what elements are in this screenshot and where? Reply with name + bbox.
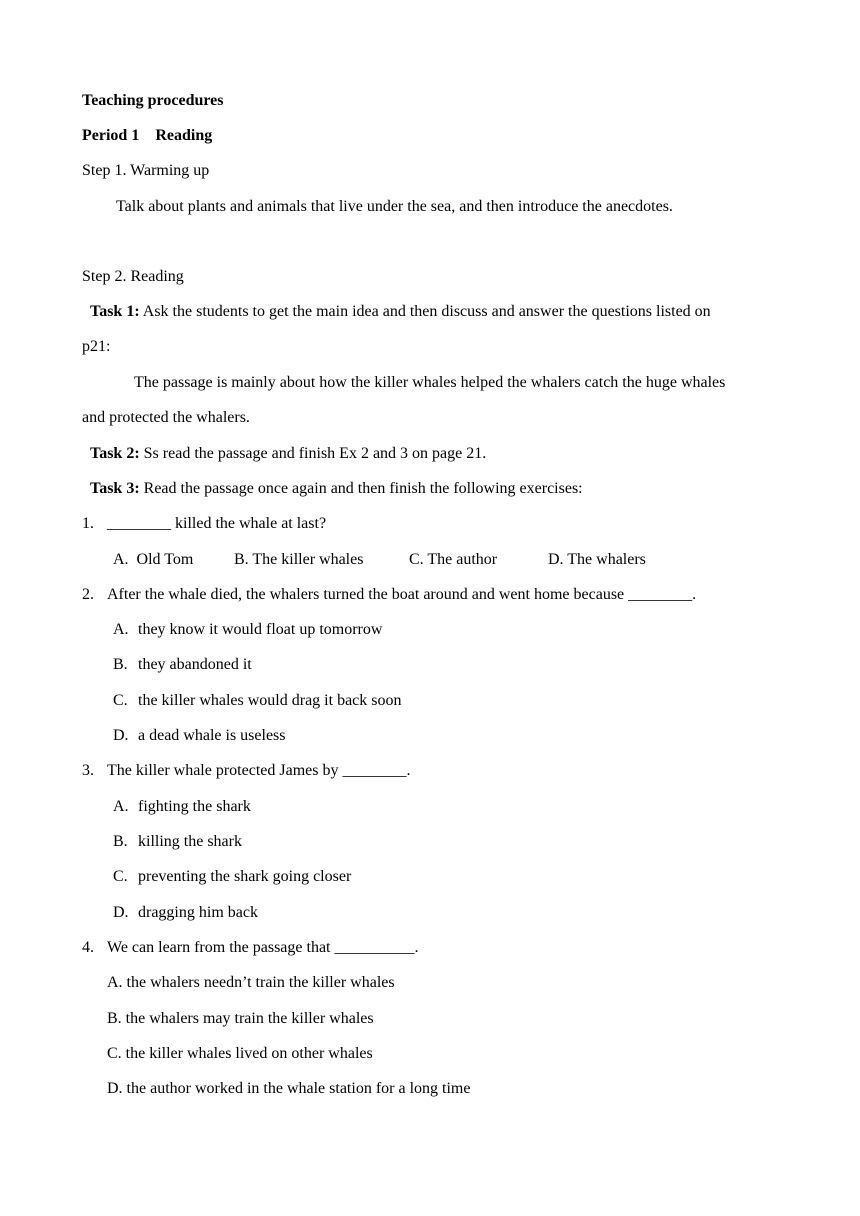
task1-answer-line1: The passage is mainly about how the killer whales helped the whalers catch the huge whales <box>134 374 726 391</box>
task2-line <box>90 444 486 464</box>
heading: Teaching procedures <box>82 92 224 109</box>
question-2-number: 2. <box>82 586 94 603</box>
question-4-option-d: D. the author worked in the whale station for a long time <box>107 1080 471 1097</box>
task1-label: Task 1: <box>90 303 140 320</box>
question-2-option-d-text: a dead whale is useless <box>138 727 286 744</box>
question-4-option-a: A. the whalers needn’t train the killer whales <box>107 974 395 991</box>
question-3-option-c-letter: C. <box>113 868 128 885</box>
step2-title: Step 2. Reading <box>82 268 184 285</box>
period-title: Period 1 Reading <box>82 127 213 144</box>
task1-answer-line2: and protected the whalers. <box>82 409 250 426</box>
task3-label: Task 3: <box>90 480 140 497</box>
question-1-text: ________ killed the whale at last? <box>107 515 327 532</box>
question-2-option-b-text: they abandoned it <box>138 656 252 673</box>
question-2-option-a-letter: A. <box>113 621 129 638</box>
question-4-option-c: C. the killer whales lived on other whales <box>107 1045 373 1062</box>
question-1-option-c: C. The author <box>409 551 498 568</box>
question-4-number: 4. <box>82 939 94 956</box>
task1-text: Ask the students to get the main idea and then discuss and answer the questions listed on <box>139 303 711 320</box>
question-3-option-b-text: killing the shark <box>138 833 242 850</box>
question-3-option-b-letter: B. <box>113 833 128 850</box>
question-2-option-c-letter: C. <box>113 692 128 709</box>
step1-text: Talk about plants and animals that live under the sea, and then introduce the anecdotes. <box>116 198 673 215</box>
task1-line1 <box>90 302 711 322</box>
task2-label: Task 2: <box>90 445 140 462</box>
question-4-text: We can learn from the passage that __________. <box>107 939 419 956</box>
task1-line2: p21: <box>82 338 111 355</box>
question-2-text: After the whale died, the whalers turned the boat around and went home because ________. <box>107 586 697 603</box>
question-3-option-c-text: preventing the shark going closer <box>138 868 352 885</box>
task3-line <box>90 479 583 499</box>
task3-text: Read the passage once again and then finish the following exercises: <box>139 480 583 497</box>
question-4-option-b: B. the whalers may train the killer whales <box>107 1010 374 1027</box>
question-2-option-a-text: they know it would float up tomorrow <box>138 621 383 638</box>
question-2-option-b-letter: B. <box>113 656 128 673</box>
question-1-number: 1. <box>82 515 94 532</box>
question-3-number: 3. <box>82 762 94 779</box>
question-3-option-a-letter: A. <box>113 798 129 815</box>
question-1-option-a: A. Old Tom <box>113 551 194 568</box>
question-3-option-d-letter: D. <box>113 904 129 921</box>
question-1-option-d: D. The whalers <box>548 551 646 568</box>
question-3-option-a-text: fighting the shark <box>138 798 251 815</box>
question-2-option-d-letter: D. <box>113 727 129 744</box>
step1-title: Step 1. Warming up <box>82 162 210 179</box>
question-3-option-d-text: dragging him back <box>138 904 258 921</box>
question-1-option-b: B. The killer whales <box>234 551 364 568</box>
task2-text: Ss read the passage and finish Ex 2 and 3 on page 21. <box>139 445 487 462</box>
question-3-text: The killer whale protected James by ________. <box>107 762 411 779</box>
question-2-option-c-text: the killer whales would drag it back soon <box>138 692 402 709</box>
